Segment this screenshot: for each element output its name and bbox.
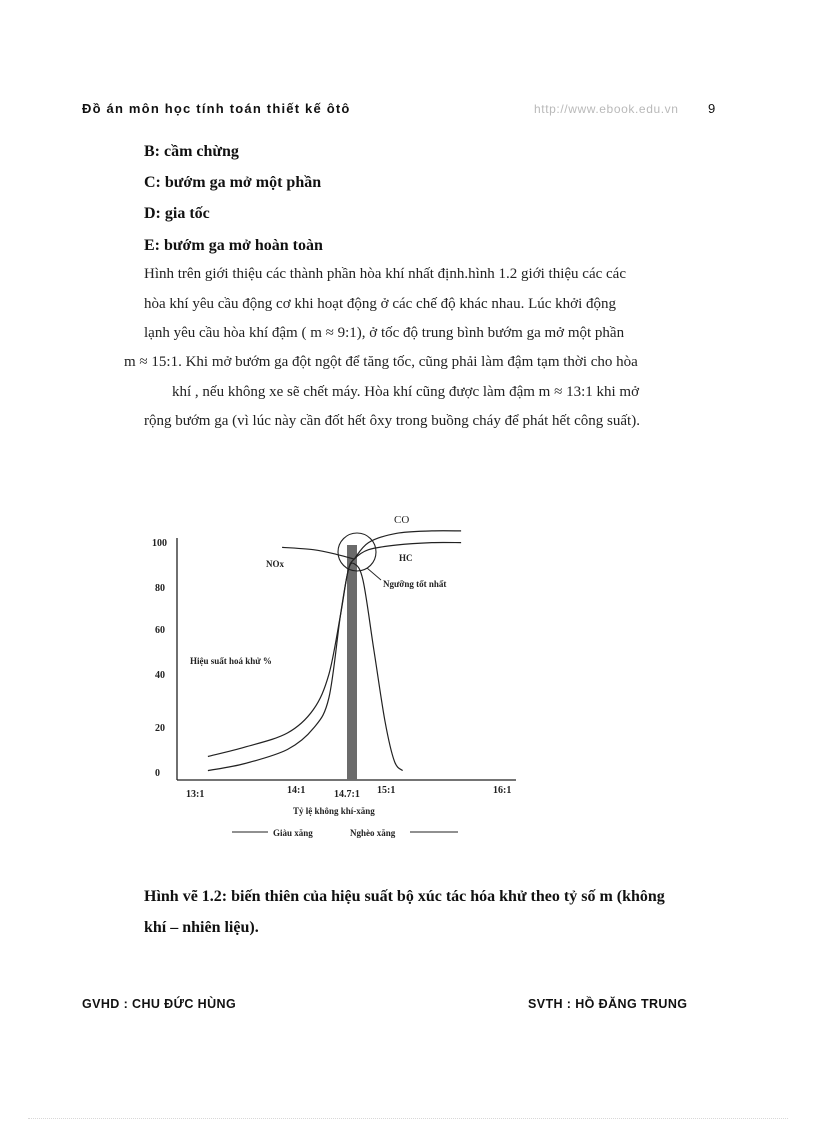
series-label-nox: NOx xyxy=(266,559,284,569)
y-axis-label: Hiệu suất hoá khử % xyxy=(190,656,272,666)
list-item-e: E: bướm ga mở hoàn toàn xyxy=(144,237,323,254)
catalyst-efficiency-chart xyxy=(130,505,550,850)
list-item-b: B: cầm chừng xyxy=(144,143,239,160)
series-nox-upper xyxy=(282,547,354,559)
list-item-c: C: bướm ga mở một phần xyxy=(144,174,322,191)
footer-advisor: GVHD : CHU ĐỨC HÙNG xyxy=(82,997,237,1011)
figure-caption-line: khí – nhiên liệu). xyxy=(144,919,259,936)
page-bottom-border xyxy=(28,1118,788,1119)
y-tick-label: 0 xyxy=(155,768,160,779)
x-axis-label: Tỷ lệ không khí-xăng xyxy=(293,806,375,816)
y-tick-label: 20 xyxy=(155,723,165,734)
list-item-d: D: gia tốc xyxy=(144,205,210,222)
legend-lean-label: Nghèo xăng xyxy=(350,828,396,838)
x-tick-label: 15:1 xyxy=(377,785,396,796)
header-url[interactable]: http://www.ebook.edu.vn xyxy=(534,102,679,116)
y-tick-label: 80 xyxy=(155,583,165,594)
y-tick-label: 40 xyxy=(155,670,165,681)
pointer-line xyxy=(367,568,381,580)
paragraph-line: lạnh yêu cầu hòa khí đậm ( m ≈ 9:1), ở tốc độ trung bình bướm ga mở một phần xyxy=(144,325,625,341)
header-title: Đồ án môn học tính toán thiết kế ôtô xyxy=(82,101,351,116)
highlight-label: Ngưỡng tốt nhất xyxy=(383,579,447,589)
paragraph-line: rộng bướm ga (vì lúc này cần đốt hết ôxy trong buồng cháy để phát hết công suất). xyxy=(144,413,640,429)
x-tick-label: 14.7:1 xyxy=(334,789,360,800)
series-nox xyxy=(208,563,403,771)
figure-caption-line: Hình vẽ 1.2: biến thiên của hiệu suất bộ xúc tác hóa khử theo tỷ số m (không xyxy=(144,888,665,905)
x-tick-label: 13:1 xyxy=(186,789,205,800)
footer-student: SVTH : HỒ ĐĂNG TRUNG xyxy=(528,997,688,1011)
x-tick-label: 14:1 xyxy=(287,785,306,796)
paragraph-line: hòa khí yêu cầu động cơ khi hoạt động ở các chế độ khác nhau. Lúc khởi động xyxy=(144,296,616,312)
y-tick-label: 60 xyxy=(155,625,165,636)
paragraph-line: m ≈ 15:1. Khi mở bướm ga đột ngột để tăng tốc, cũng phải làm đậm tạm thời cho hòa xyxy=(124,354,638,370)
legend-rich-label: Giàu xăng xyxy=(273,828,313,838)
y-tick-label: 100 xyxy=(152,538,167,549)
paragraph-line: khí , nếu không xe sẽ chết máy. Hòa khí cũng được làm đậm m ≈ 13:1 khi mở xyxy=(172,384,639,400)
series-label-co: CO xyxy=(394,514,410,526)
paragraph-line: Hình trên giới thiệu các thành phần hòa khí nhất định.hình 1.2 giới thiệu các các xyxy=(144,266,626,282)
optimum-band xyxy=(347,545,357,780)
series-label-hc: HC xyxy=(399,553,413,563)
page-number: 9 xyxy=(708,101,716,116)
x-tick-label: 16:1 xyxy=(493,785,512,796)
